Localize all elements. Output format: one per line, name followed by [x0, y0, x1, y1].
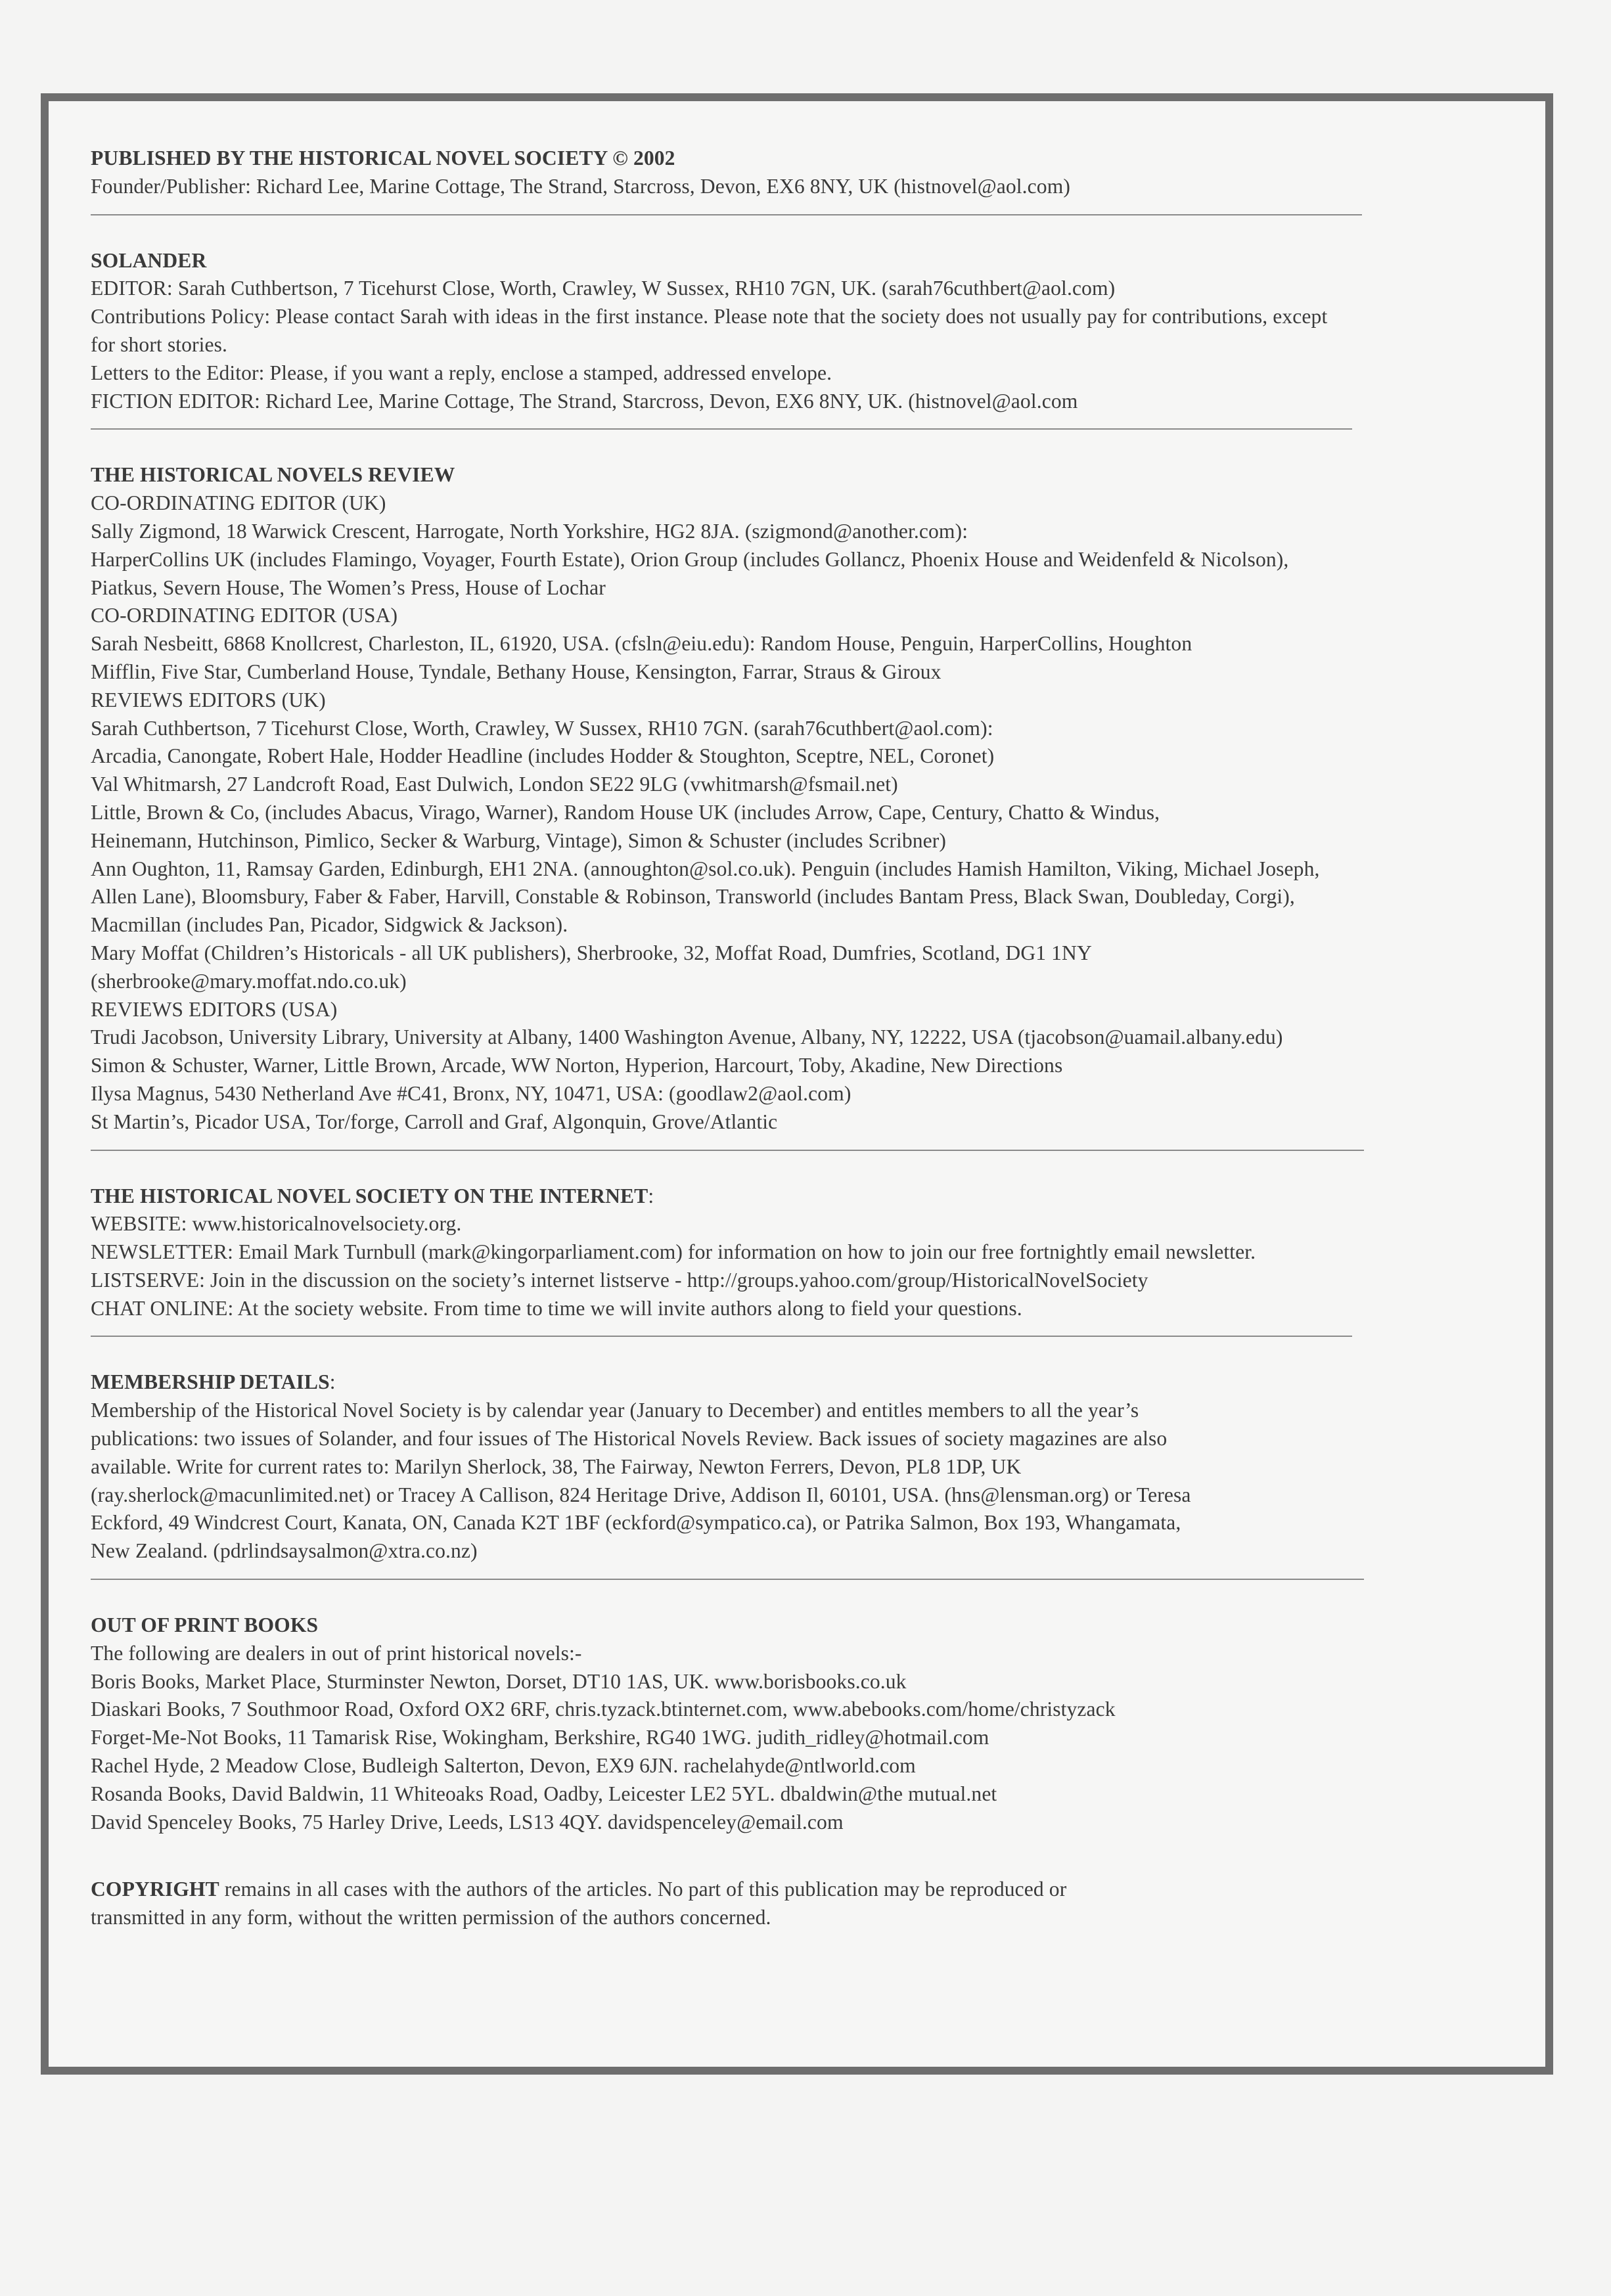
membership-line: Membership of the Historical Novel Society is by calendar year (January to December) and entitles members to all the year’s	[91, 1399, 1139, 1422]
membership-line: publications: two issues of Solander, and four issues of The Historical Novels Review. Back issues of society magazines are also	[91, 1427, 1168, 1451]
review-line: Val Whitmarsh, 27 Landcroft Road, East Dulwich, London SE22 9LG (vwhitmarsh@fsmail.net)	[91, 773, 898, 796]
out-of-print-line: Rachel Hyde, 2 Meadow Close, Budleigh Salterton, Devon, EX9 6JN. rachelahyde@ntlworld.com	[91, 1754, 916, 1778]
review-heading: THE HISTORICAL NOVELS REVIEW	[91, 463, 455, 487]
review-line: HarperCollins UK (includes Flamingo, Voyager, Fourth Estate), Orion Group (includes Gollancz, Phoenix House and Weidenfeld & Nicolson),	[91, 547, 1289, 571]
out-of-print-line: Diaskari Books, 7 Southmoor Road, Oxford OX2 6RF, chris.tyzack.btinternet.com, www.abebooks.com/home/christyzack	[91, 1698, 1116, 1721]
review-line: Arcadia, Canongate, Robert Hale, Hodder Headline (includes Hodder & Stoughton, Sceptre, NEL, Coronet)	[91, 744, 995, 768]
review-line: Mifflin, Five Star, Cumberland House, Tyndale, Bethany House, Kensington, Farrar, Straus & Giroux	[91, 660, 942, 683]
internet-heading: THE HISTORICAL NOVEL SOCIETY ON THE INTERNET	[91, 1184, 648, 1207]
published-section	[91, 145, 1536, 201]
out-of-print-line: Forget-Me-Not Books, 11 Tamarisk Rise, Wokingham, Berkshire, RG40 1WG. judith_ridley@hotmail.com	[91, 1726, 989, 1749]
review-line: REVIEWS EDITORS (UK)	[91, 688, 326, 711]
solander-heading: SOLANDER	[91, 248, 207, 272]
review-line: CO-ORDINATING EDITOR (UK)	[91, 491, 386, 515]
copyright-text: remains in all cases with the authors of the articles. No part of this publication may be reproduced or	[219, 1878, 1067, 1901]
document-body	[91, 145, 1536, 1932]
membership-section	[91, 1368, 1536, 1565]
membership-line: available. Write for current rates to: Marilyn Sherlock, 38, The Fairway, Newton Ferrers, Devon, PL8 1DP, UK	[91, 1454, 1022, 1478]
heading-colon: :	[648, 1184, 654, 1207]
internet-section	[91, 1182, 1536, 1323]
review-section	[91, 461, 1536, 1136]
review-line: Sarah Cuthbertson, 7 Ticehurst Close, Worth, Crawley, W Sussex, RH10 7GN. (sarah76cuthbert@aol.com):	[91, 716, 993, 740]
membership-heading-line	[91, 1368, 1536, 1397]
copyright-label: COPYRIGHT	[91, 1878, 219, 1901]
solander-line: FICTION EDITOR: Richard Lee, Marine Cottage, The Strand, Starcross, Devon, EX6 8NY, UK. (histnovel@aol.com	[91, 389, 1078, 413]
review-line: Simon & Schuster, Warner, Little Brown, Arcade, WW Norton, Hyperion, Harcourt, Toby, Akadine, New Directions	[91, 1054, 1063, 1077]
review-line: Ilysa Magnus, 5430 Netherland Ave #C41, Bronx, NY, 10471, USA: (goodlaw2@aol.com)	[91, 1081, 851, 1105]
out-of-print-line: David Spenceley Books, 75 Harley Drive, Leeds, LS13 4QY. davidspenceley@email.com	[91, 1810, 844, 1834]
heading-colon: :	[329, 1370, 336, 1394]
internet-line: LISTSERVE: Join in the discussion on the society’s internet listserve - http://groups.yahoo.com/group/HistoricalNovelSociety	[91, 1268, 1148, 1292]
review-line: Little, Brown & Co, (includes Abacus, Virago, Warner), Random House UK (includes Arrow, Cape, Century, Chatto & Windus,	[91, 800, 1160, 824]
membership-heading: MEMBERSHIP DETAILS	[91, 1370, 330, 1394]
founder-line: Founder/Publisher: Richard Lee, Marine Cottage, The Strand, Starcross, Devon, EX6 8NY, UK (histnovel@aol.com)	[91, 174, 1070, 198]
internet-line: CHAT ONLINE: At the society website. From time to time we will invite authors along to field your questions.	[91, 1296, 1022, 1320]
out-of-print-line: Boris Books, Market Place, Sturminster Newton, Dorset, DT10 1AS, UK. www.borisbooks.co.uk	[91, 1669, 907, 1693]
out-of-print-line: The following are dealers in out of print historical novels:-	[91, 1641, 582, 1665]
review-line: Sarah Nesbeitt, 6868 Knollcrest, Charleston, IL, 61920, USA. (cfsln@eiu.edu): Random House, Penguin, HarperCollins, Houghton	[91, 632, 1192, 656]
out-of-print-section	[91, 1611, 1536, 1836]
review-line: Ann Oughton, 11, Ramsay Garden, Edinburgh, EH1 2NA. (annoughton@sol.co.uk). Penguin (includes Hamish Hamilton, Viking, Michael Joseph,	[91, 857, 1320, 880]
review-line: Allen Lane), Bloomsbury, Faber & Faber, Harvill, Constable & Robinson, Transworld (includes Bantam Press, Black Swan, Doubleday, Corgi),	[91, 885, 1295, 909]
review-line: (sherbrooke@mary.moffat.ndo.co.uk)	[91, 969, 407, 993]
review-line: St Martin’s, Picador USA, Tor/forge, Carroll and Graf, Algonquin, Grove/Atlantic	[91, 1110, 778, 1133]
solander-section	[91, 247, 1536, 416]
review-line: CO-ORDINATING EDITOR (USA)	[91, 604, 398, 627]
solander-line: Contributions Policy: Please contact Sarah with ideas in the first instance. Please note that the society does not usually pay for contributions, except	[91, 305, 1328, 328]
published-heading: PUBLISHED BY THE HISTORICAL NOVEL SOCIETY © 2002	[91, 146, 675, 169]
copyright-line: transmitted in any form, without the written permission of the authors concerned.	[91, 1906, 771, 1929]
review-line: Piatkus, Severn House, The Women’s Press, House of Lochar	[91, 575, 606, 599]
out-of-print-line: Rosanda Books, David Baldwin, 11 Whiteoaks Road, Oadby, Leicester LE2 5YL. dbaldwin@the mutual.net	[91, 1782, 997, 1805]
solander-line: EDITOR: Sarah Cuthbertson, 7 Ticehurst Close, Worth, Crawley, W Sussex, RH10 7GN, UK. (sarah76cuthbert@aol.com)	[91, 277, 1116, 300]
review-line: Mary Moffat (Children’s Historicals - all UK publishers), Sherbrooke, 32, Moffat Road, Dumfries, Scotland, DG1 1NY	[91, 941, 1092, 964]
review-line: Sally Zigmond, 18 Warwick Crescent, Harrogate, North Yorkshire, HG2 8JA. (szigmond@another.com):	[91, 519, 968, 543]
membership-line: New Zealand. (pdrlindsaysalmon@xtra.co.nz)	[91, 1539, 478, 1563]
review-line: Macmillan (includes Pan, Picador, Sidgwick & Jackson).	[91, 913, 568, 937]
out-of-print-heading: OUT OF PRINT BOOKS	[91, 1613, 319, 1637]
internet-line: NEWSLETTER: Email Mark Turnbull (mark@kingorparliament.com) for information on how to join our free fortnightly email newsletter.	[91, 1240, 1256, 1264]
internet-heading-line	[91, 1182, 1536, 1211]
review-line: Heinemann, Hutchinson, Pimlico, Secker & Warburg, Vintage), Simon & Schuster (includes Scribner)	[91, 828, 947, 852]
review-line: REVIEWS EDITORS (USA)	[91, 997, 338, 1021]
copyright-line	[91, 1876, 1536, 1904]
solander-line: for short stories.	[91, 332, 228, 356]
membership-line: Eckford, 49 Windcrest Court, Kanata, ON, Canada K2T 1BF (eckford@sympatico.ca), or Patrika Salmon, Box 193, Whangamata,	[91, 1511, 1181, 1535]
solander-line: Letters to the Editor: Please, if you want a reply, enclose a stamped, addressed envelope.	[91, 361, 832, 384]
internet-line: WEBSITE: www.historicalnovelsociety.org.	[91, 1212, 462, 1236]
review-line: Trudi Jacobson, University Library, University at Albany, 1400 Washington Avenue, Albany, NY, 12222, USA (tjacobson@uamail.albany.edu)	[91, 1025, 1283, 1049]
membership-line: (ray.sherlock@macunlimited.net) or Tracey A Callison, 824 Heritage Drive, Addison Il, 60101, USA. (hns@lensman.org) or Teresa	[91, 1483, 1191, 1506]
copyright-section	[91, 1876, 1536, 1932]
